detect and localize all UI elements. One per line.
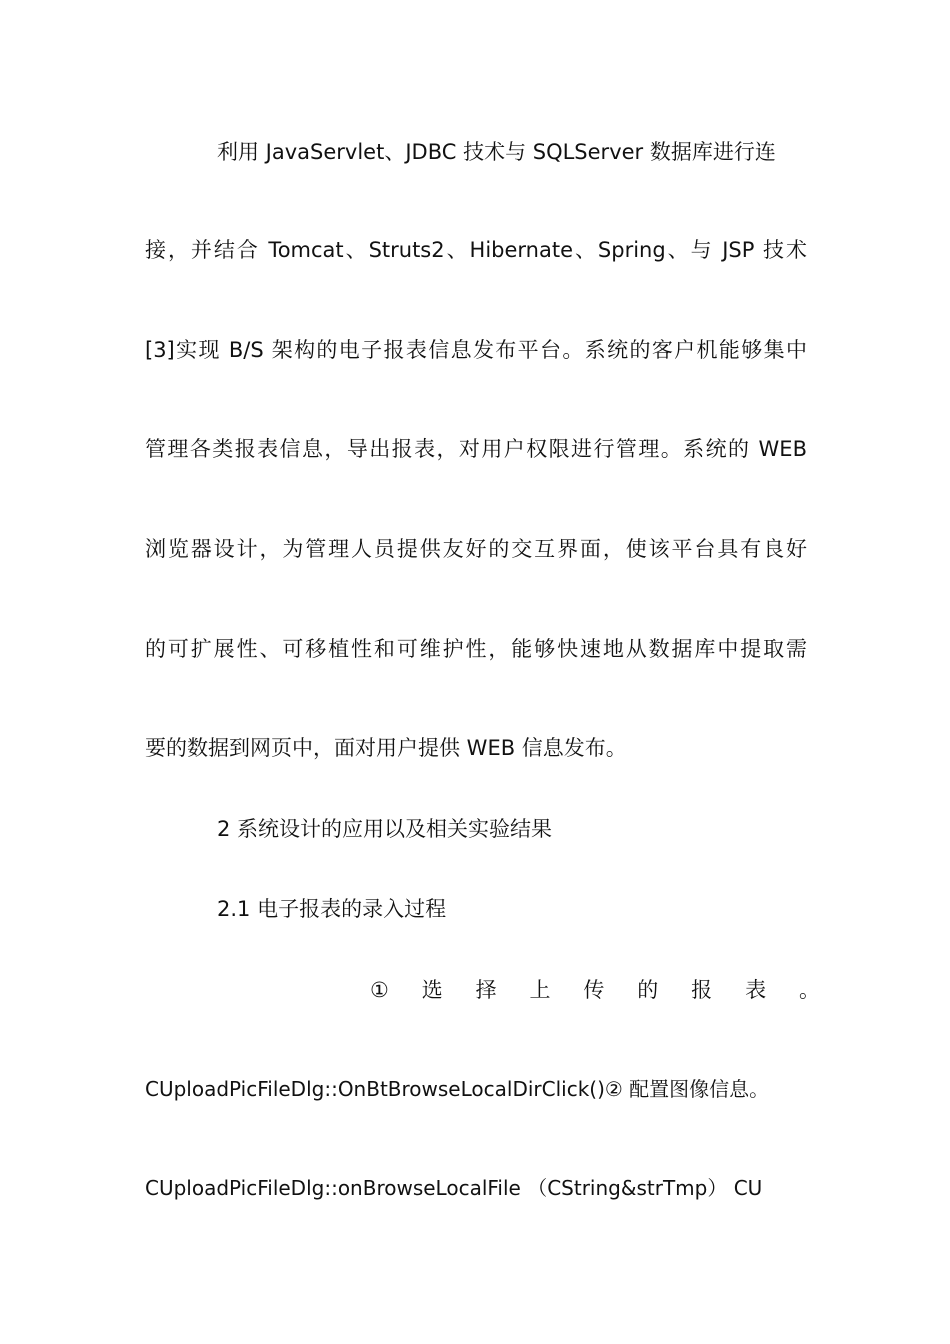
code-line-1: CUploadPicFileDlg::OnBtBrowseLocalDirClick()② 配置图像信息。 [145,1077,770,1101]
step-1-char: ① [370,978,389,1002]
paragraph-line-7: 要的数据到网页中，面对用户提供 WEB 信息发布。 [145,736,627,760]
paragraph-line-4: 管理各类报表信息，导出报表，对用户权限进行管理。系统的 WEB [145,437,807,461]
step-1-char: 选 [421,978,443,1002]
paragraph-line-5: 浏览器设计，为管理人员提供友好的交互界面，使该平台具有良好 [145,537,807,561]
section-heading: 2 系统设计的应用以及相关实验结果 [217,817,553,841]
paragraph-line-6: 的可扩展性、可移植性和可维护性，能够快速地从数据库中提取需 [145,637,807,661]
paragraph-line-2: 接，并结合 Tomcat、Struts2、Hibernate、Spring、与 JSP 技术 [145,238,807,262]
step-1-char: 。 [798,978,820,1002]
step-1-char: 传 [583,978,605,1002]
code-line-2: CUploadPicFileDlg::onBrowseLocalFile （CString&strTmp） CU [145,1176,763,1200]
step-1-char: 的 [637,978,659,1002]
paragraph-line-3: [3]实现 B/S 架构的电子报表信息发布平台。系统的客户机能够集中 [145,338,807,362]
paragraph-line-1: 利用 JavaServlet、JDBC 技术与 SQLServer 数据库进行连 [217,140,776,164]
step-1-char: 上 [529,978,551,1002]
subsection-heading: 2.1 电子报表的录入过程 [217,897,447,921]
step-1-char: 报 [691,978,713,1002]
step-1-line [370,975,820,1005]
step-1-char: 表 [745,978,767,1002]
step-1-char: 择 [475,978,497,1002]
